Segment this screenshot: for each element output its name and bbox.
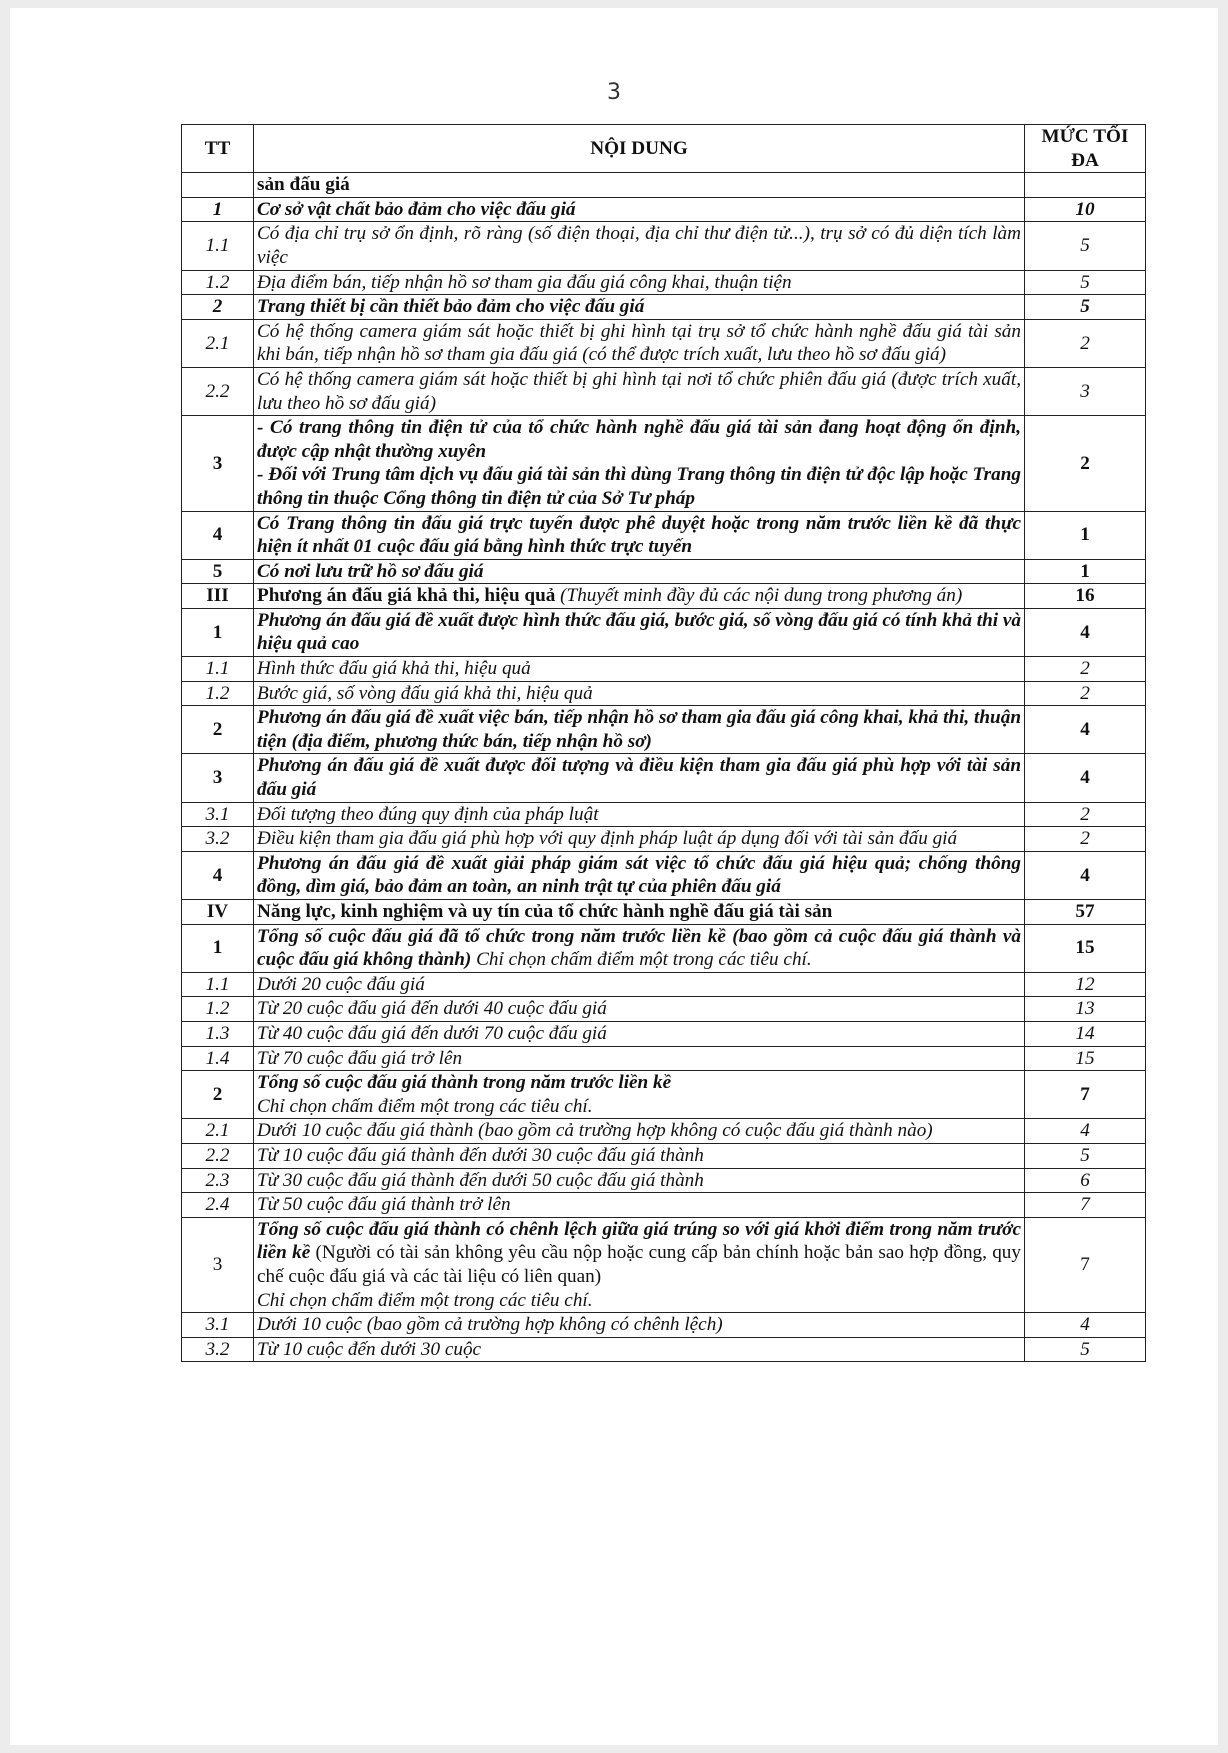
row-content	[254, 1071, 1025, 1119]
table-row	[182, 802, 1146, 827]
row-tt: 2.1	[182, 319, 254, 367]
row-max: 4	[1025, 851, 1146, 899]
row-tt: 1.3	[182, 1021, 254, 1046]
row-max: 5	[1025, 295, 1146, 320]
row-tt: 3	[182, 416, 254, 511]
table-header-row	[182, 125, 1146, 173]
table-row	[182, 367, 1146, 415]
table-row	[182, 559, 1146, 584]
row-content: Hình thức đấu giá khả thi, hiệu quả	[254, 657, 1025, 682]
row-content: Phương án đấu giá đề xuất việc bán, tiếp nhận hồ sơ tham gia đấu giá công khai, khả thi, thuận tiện (địa điểm, phương thức bán, tiếp nhận hồ sơ)	[254, 706, 1025, 754]
row-content: Từ 10 cuộc đến dưới 30 cuộc	[254, 1337, 1025, 1362]
scoring-criteria-table	[181, 124, 1146, 1362]
row-tt: 1.4	[182, 1046, 254, 1071]
row-tt: 2	[182, 706, 254, 754]
row-max: 57	[1025, 900, 1146, 925]
row-content: Có nơi lưu trữ hồ sơ đấu giá	[254, 559, 1025, 584]
row-tt: 2.4	[182, 1193, 254, 1218]
row-content: Có địa chỉ trụ sở ổn định, rõ ràng (số điện thoại, địa chỉ thư điện tử...), trụ sở có đủ diện tích làm việc	[254, 222, 1025, 270]
row-max: 2	[1025, 416, 1146, 511]
row-max: 15	[1025, 924, 1146, 972]
row-tt: 4	[182, 851, 254, 899]
table-row	[182, 1021, 1146, 1046]
row-max: 4	[1025, 754, 1146, 802]
row-tt: 2.2	[182, 1143, 254, 1168]
row-tt: 3.1	[182, 802, 254, 827]
row-tt: 3.1	[182, 1313, 254, 1338]
table-row	[182, 197, 1146, 222]
row-max: 2	[1025, 657, 1146, 682]
row-tt: 1.2	[182, 997, 254, 1022]
row-content: Có hệ thống camera giám sát hoặc thiết bị ghi hình tại trụ sở tổ chức hành nghề đấu giá tài sản khi bán, tiếp nhận hồ sơ tham gia đấu giá (có thể được trích xuất, lưu theo hồ sơ đấu giá)	[254, 319, 1025, 367]
row-max: 5	[1025, 1337, 1146, 1362]
table-row	[182, 270, 1146, 295]
table-row	[182, 657, 1146, 682]
row-tt: 2	[182, 295, 254, 320]
row-max: 16	[1025, 584, 1146, 609]
table-row	[182, 608, 1146, 656]
row-content: Từ 10 cuộc đấu giá thành đến dưới 30 cuộc đấu giá thành	[254, 1143, 1025, 1168]
row-max: 14	[1025, 1021, 1146, 1046]
row-max: 2	[1025, 319, 1146, 367]
row-tt: IV	[182, 900, 254, 925]
table-row	[182, 1143, 1146, 1168]
row-max: 1	[1025, 511, 1146, 559]
row-tt: 2.2	[182, 367, 254, 415]
row-content: Từ 70 cuộc đấu giá trở lên	[254, 1046, 1025, 1071]
row-max: 6	[1025, 1168, 1146, 1193]
row-content: Đối tượng theo đúng quy định của pháp luật	[254, 802, 1025, 827]
row-content: Có Trang thông tin đấu giá trực tuyến được phê duyệt hoặc trong năm trước liền kề đã thực hiện ít nhất 01 cuộc đấu giá bằng hình thức trực tuyến	[254, 511, 1025, 559]
row-tt: 2.1	[182, 1119, 254, 1144]
row-tt: 1.1	[182, 222, 254, 270]
row-tt: 1.1	[182, 972, 254, 997]
table-row	[182, 997, 1146, 1022]
row-content: Dưới 10 cuộc đấu giá thành (bao gồm cả trường hợp không có cuộc đấu giá thành nào)	[254, 1119, 1025, 1144]
table-row	[182, 681, 1146, 706]
table-row	[182, 754, 1146, 802]
row-content: Từ 40 cuộc đấu giá đến dưới 70 cuộc đấu giá	[254, 1021, 1025, 1046]
row-max: 2	[1025, 681, 1146, 706]
row-max: 4	[1025, 1119, 1146, 1144]
row-max: 5	[1025, 222, 1146, 270]
row-max: 12	[1025, 972, 1146, 997]
table-row	[182, 511, 1146, 559]
row-max: 15	[1025, 1046, 1146, 1071]
table-row	[182, 972, 1146, 997]
table-row	[182, 319, 1146, 367]
table-row	[182, 1217, 1146, 1312]
row-max: 4	[1025, 706, 1146, 754]
row-max: 7	[1025, 1217, 1146, 1312]
row-tt: 1	[182, 924, 254, 972]
row-tt: 3	[182, 754, 254, 802]
row-max	[1025, 173, 1146, 198]
row-tt: 1.2	[182, 270, 254, 295]
table-row	[182, 1046, 1146, 1071]
row-max: 4	[1025, 1313, 1146, 1338]
row-tt: 3	[182, 1217, 254, 1312]
row-max: 13	[1025, 997, 1146, 1022]
row-max: 10	[1025, 197, 1146, 222]
header-content: NỘI DUNG	[254, 125, 1025, 173]
row-max: 4	[1025, 608, 1146, 656]
row-tt: 1	[182, 608, 254, 656]
row-tt: 2	[182, 1071, 254, 1119]
table-row	[182, 1119, 1146, 1144]
row-max: 3	[1025, 367, 1146, 415]
row-tt: III	[182, 584, 254, 609]
table-row	[182, 1193, 1146, 1218]
row-content: Địa điểm bán, tiếp nhận hồ sơ tham gia đấu giá công khai, thuận tiện	[254, 270, 1025, 295]
row-content: sản đấu giá	[254, 173, 1025, 198]
table-row	[182, 173, 1146, 198]
row-content	[254, 416, 1025, 511]
page-number: 3	[607, 80, 621, 105]
row-content: Dưới 20 cuộc đấu giá	[254, 972, 1025, 997]
row-content: Trang thiết bị cần thiết bảo đảm cho việc đấu giá	[254, 295, 1025, 320]
row-content: Cơ sở vật chất bảo đảm cho việc đấu giá	[254, 197, 1025, 222]
row-max: 2	[1025, 802, 1146, 827]
row-content: Phương án đấu giá đề xuất được hình thức đấu giá, bước giá, số vòng đấu giá có tính khả thi và hiệu quả cao	[254, 608, 1025, 656]
row-tt: 3.2	[182, 827, 254, 852]
row-content-line: - Đối với Trung tâm dịch vụ đấu giá tài sản thì dùng Trang thông tin điện tử độc lập hoặc Trang thông tin thuộc Cổng thông tin điện tử của Sở Tư pháp	[257, 464, 1021, 509]
row-content: Điều kiện tham gia đấu giá phù hợp với quy định pháp luật áp dụng đối với tài sản đấu giá	[254, 827, 1025, 852]
table-row	[182, 1071, 1146, 1119]
header-tt: TT	[182, 125, 254, 173]
table-row	[182, 222, 1146, 270]
row-content: Phương án đấu giá khả thi, hiệu quả (Thuyết minh đầy đủ các nội dung trong phương án)	[254, 584, 1025, 609]
row-content: Năng lực, kinh nghiệm và uy tín của tổ chức hành nghề đấu giá tài sản	[254, 900, 1025, 925]
row-content: Từ 30 cuộc đấu giá thành đến dưới 50 cuộc đấu giá thành	[254, 1168, 1025, 1193]
row-content-line: Tổng số cuộc đấu giá thành trong năm trước liền kề	[257, 1072, 672, 1094]
table-row	[182, 900, 1146, 925]
row-tt	[182, 173, 254, 198]
header-max-score: MỨC TỐI ĐA	[1025, 125, 1146, 173]
table-row	[182, 1337, 1146, 1362]
row-content: Tổng số cuộc đấu giá thành có chênh lệch giữa giá trúng so với giá khởi điểm trong năm trước liền kề (Người có tài sản không yêu cầu nộp hoặc cung cấp bản chính hoặc bản sao hợp đồng, quy chế cuộc đấu giá và các tài liệu có liên quan) Chỉ chọn chấm điểm một trong các tiêu chí.	[254, 1217, 1025, 1312]
row-tt: 5	[182, 559, 254, 584]
table-row	[182, 706, 1146, 754]
table-row	[182, 827, 1146, 852]
row-max: 1	[1025, 559, 1146, 584]
row-content: Từ 50 cuộc đấu giá thành trở lên	[254, 1193, 1025, 1218]
row-max: 5	[1025, 270, 1146, 295]
row-content: Bước giá, số vòng đấu giá khả thi, hiệu quả	[254, 681, 1025, 706]
row-tt: 2.3	[182, 1168, 254, 1193]
row-tt: 1.2	[182, 681, 254, 706]
table-row	[182, 1313, 1146, 1338]
table-row	[182, 416, 1146, 511]
row-tt: 3.2	[182, 1337, 254, 1362]
table-row	[182, 1168, 1146, 1193]
row-max: 7	[1025, 1193, 1146, 1218]
row-tt: 4	[182, 511, 254, 559]
row-content: Phương án đấu giá đề xuất giải pháp giám sát việc tổ chức đấu giá hiệu quả; chống thông đồng, dìm giá, bảo đảm an toàn, an ninh trật tự của phiên đấu giá	[254, 851, 1025, 899]
row-content: Tổng số cuộc đấu giá đã tổ chức trong năm trước liền kề (bao gồm cả cuộc đấu giá thành và cuộc đấu giá không thành) Chỉ chọn chấm điểm một trong các tiêu chí.	[254, 924, 1025, 972]
row-max: 2	[1025, 827, 1146, 852]
row-max: 7	[1025, 1071, 1146, 1119]
table-row	[182, 295, 1146, 320]
row-content: Phương án đấu giá đề xuất được đối tượng và điều kiện tham gia đấu giá phù hợp với tài sản đấu giá	[254, 754, 1025, 802]
table-row	[182, 584, 1146, 609]
row-content-line: - Có trang thông tin điện tử của tổ chức hành nghề đấu giá tài sản đang hoạt động ổn định, được cập nhật thường xuyên	[257, 417, 1021, 462]
row-content: Từ 20 cuộc đấu giá đến dưới 40 cuộc đấu giá	[254, 997, 1025, 1022]
row-tt: 1.1	[182, 657, 254, 682]
table-row	[182, 851, 1146, 899]
row-tt: 1	[182, 197, 254, 222]
table-row	[182, 924, 1146, 972]
row-max: 5	[1025, 1143, 1146, 1168]
row-content: Dưới 10 cuộc (bao gồm cả trường hợp không có chênh lệch)	[254, 1313, 1025, 1338]
row-content-line: Chỉ chọn chấm điểm một trong các tiêu chí.	[257, 1095, 593, 1117]
document-page	[10, 8, 1218, 1745]
row-content: Có hệ thống camera giám sát hoặc thiết bị ghi hình tại nơi tổ chức phiên đấu giá (được trích xuất, lưu theo hồ sơ đấu giá)	[254, 367, 1025, 415]
